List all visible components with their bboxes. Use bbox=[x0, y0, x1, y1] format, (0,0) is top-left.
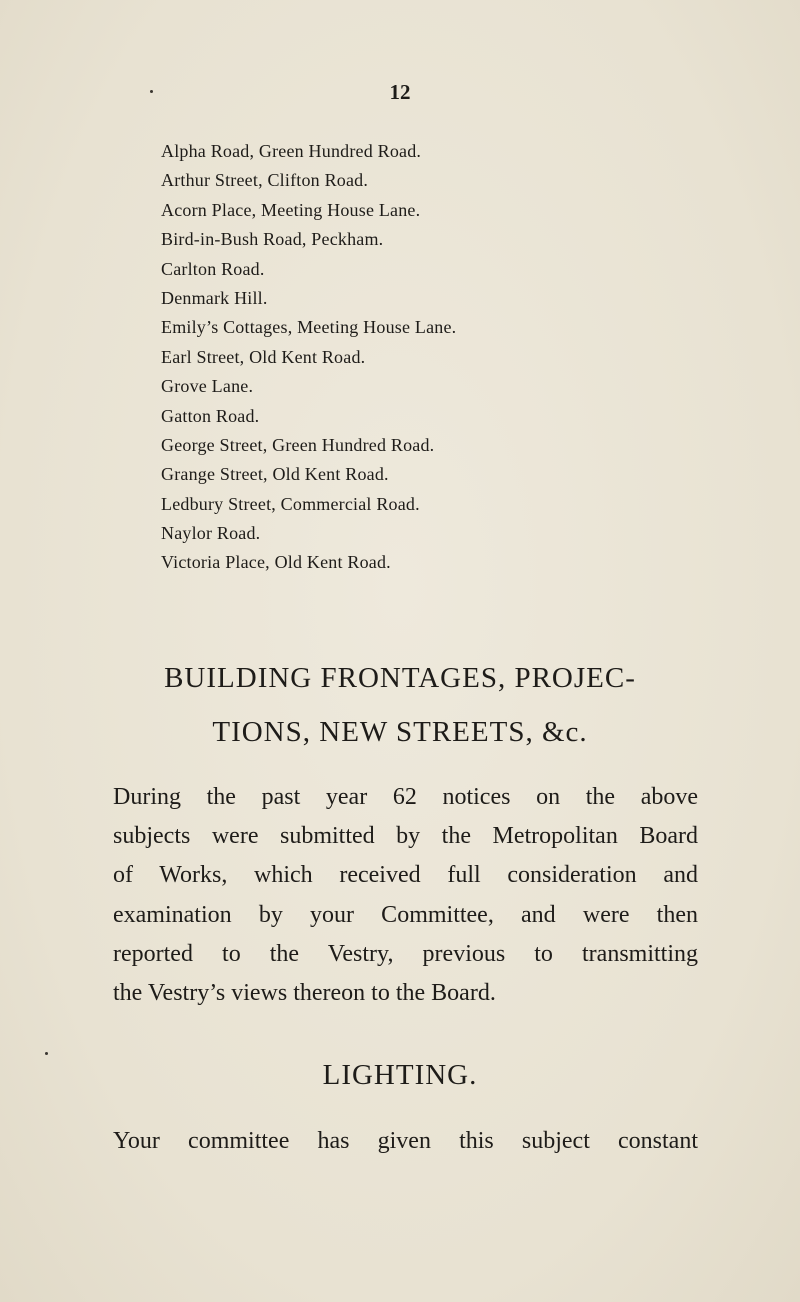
list-item: Acorn Place, Meeting House Lane. bbox=[161, 199, 421, 220]
list-item: Gatton Road. bbox=[161, 405, 260, 426]
list-item: Victoria Place, Old Kent Road. bbox=[161, 552, 391, 573]
list-item: Carlton Road. bbox=[161, 258, 265, 279]
section-heading-building-line2: TIONS, NEW STREETS, &c. bbox=[212, 716, 588, 748]
list-item: George Street, Green Hundred Road. bbox=[161, 434, 435, 455]
page-number: 12 bbox=[389, 80, 411, 104]
paragraph-line: Your committee has given this subject constant bbox=[113, 1128, 698, 1154]
list-item: Ledbury Street, Commercial Road. bbox=[161, 493, 420, 514]
paragraph-building bbox=[113, 778, 698, 1013]
paragraph-line: reported to the Vestry, previous to transmitting bbox=[113, 940, 698, 967]
section-heading-lighting: LIGHTING. bbox=[322, 1059, 478, 1091]
list-item: Earl Street, Old Kent Road. bbox=[161, 346, 366, 367]
list-item: Grange Street, Old Kent Road. bbox=[161, 464, 389, 485]
street-list bbox=[161, 137, 456, 578]
list-item: Arthur Street, Clifton Road. bbox=[161, 170, 369, 191]
paragraph-line: examination by your Committee, and were then bbox=[113, 901, 698, 928]
list-item: Denmark Hill. bbox=[161, 287, 268, 308]
paragraph-line: of Works, which received full consideration and bbox=[113, 862, 698, 889]
list-item: Naylor Road. bbox=[161, 523, 261, 544]
list-item: Grove Lane. bbox=[161, 376, 254, 397]
list-item: Emily’s Cottages, Meeting House Lane. bbox=[161, 317, 457, 338]
paragraph-lighting bbox=[113, 1122, 698, 1161]
paragraph-line: the Vestry’s views thereon to the Board. bbox=[113, 979, 496, 1006]
paragraph-line: subjects were submitted by the Metropolitan Board bbox=[113, 823, 698, 850]
print-speck bbox=[45, 1052, 48, 1055]
list-item: Alpha Road, Green Hundred Road. bbox=[161, 141, 422, 161]
paragraph-line: During the past year 62 notices on the above bbox=[113, 784, 698, 810]
section-heading-building-line1: BUILDING FRONTAGES, PROJEC- bbox=[164, 662, 636, 694]
list-item: Bird-in-Bush Road, Peckham. bbox=[161, 229, 384, 250]
